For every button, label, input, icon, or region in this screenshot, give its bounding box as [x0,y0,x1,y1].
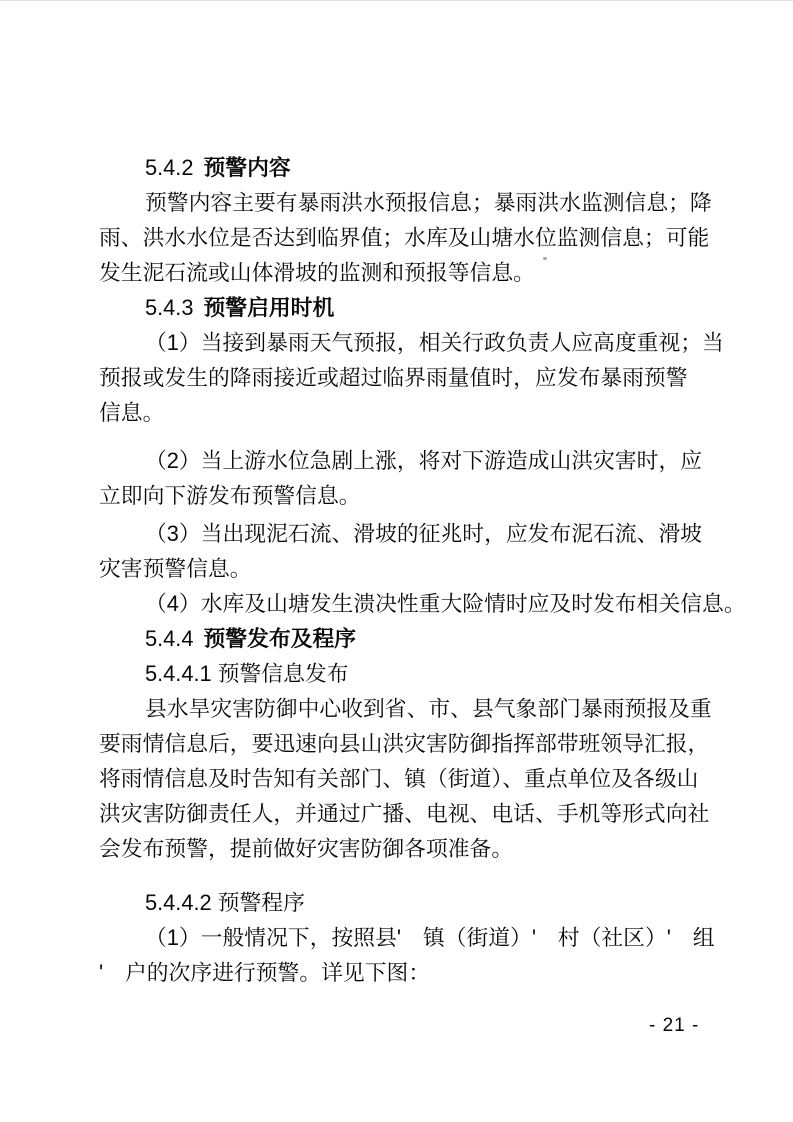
text-line: 将雨情信息及时告知有关部门、镇（街道）、重点单位及各级山 [99,766,699,791]
text-line: （2）当上游水位急剧上涨，将对下游造成山洪灾害时，应 [145,448,703,473]
subsection-heading-5-4-4-2: 5.4.4.2 预警程序 [145,890,305,915]
text-line: 洪灾害防御责任人，并通过广播、电视、电话、手机等形式向社 [99,801,710,826]
text-line: （1）当接到暴雨天气预报，相关行政负责人应高度重视；当 [145,330,724,355]
scan-speck-artifact [543,257,547,260]
text-line: ' 户的次序进行预警。详见下图： [99,960,431,985]
heading-title: 预警内容 [203,155,291,180]
heading-number: 5.4.2 [145,155,194,180]
text-line: 预警内容主要有暴雨洪水预报信息；暴雨洪水监测信息；降 [145,190,712,215]
paragraph-5-4-4-2-item-1 [99,920,759,990]
text-line: 立即向下游发布预警信息。 [99,483,361,508]
page-number: - 21 - [649,1015,700,1036]
text-line: 发生泥石流或山体滑坡的监测和预报等信息。 [99,260,535,285]
paragraph-5-4-2-body [99,185,759,290]
text-line: 要雨情信息后，要迅速向县山洪灾害防御指挥部带班领导汇报， [99,731,710,756]
text-line: 会发布预警，提前做好灾害防御各项准备。 [99,836,514,861]
heading-title: 预警发布及程序 [203,626,357,651]
text-line: （4）水库及山塘发生溃决性重大险情时应及时发布相关信息。 [145,591,746,616]
text-line: 县水旱灾害防御中心收到省、市、县气象部门暴雨预报及重 [145,696,712,721]
section-heading-5-4-2 [99,150,759,185]
scan-edge-artifact [0,0,793,1]
text-line: （3）当出现泥石流、滑坡的征兆时，应发布泥石流、滑坡 [145,521,703,546]
paragraph-5-4-3-item-1 [99,325,759,430]
text-line: 灾害预警信息。 [99,556,252,581]
text-line: （1）一般情况下，按照县' 镇（街道）' 村（社区）' 组 [145,925,715,950]
page-content [99,150,759,990]
section-heading-5-4-3 [99,290,759,325]
subsection-heading-5-4-4-1: 5.4.4.1 预警信息发布 [145,661,349,686]
text-line: 信息。 [99,400,165,425]
heading-number: 5.4.4 [145,626,194,651]
heading-title: 预警启用时机 [203,295,335,320]
paragraph-5-4-4-1-body [99,691,759,866]
paragraph-5-4-3-item-4 [99,586,759,621]
section-heading-5-4-4 [99,621,759,656]
paragraph-5-4-3-item-2 [99,443,759,513]
paragraph-5-4-3-item-3 [99,516,759,586]
heading-number: 5.4.3 [145,295,194,320]
text-line: 雨、洪水水位是否达到临界值；水库及山塘水位监测信息；可能 [99,225,710,250]
text-line: 预报或发生的降雨接近或超过临界雨量值时，应发布暴雨预警 [99,365,688,390]
